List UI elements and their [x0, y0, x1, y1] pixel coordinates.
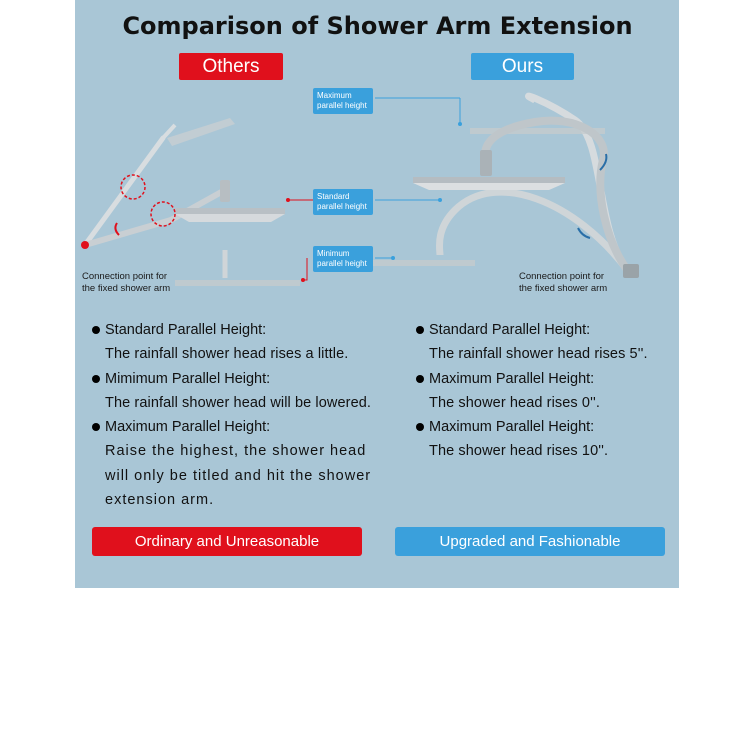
callout-line: Minimum	[317, 249, 350, 258]
note-line: the fixed shower arm	[519, 283, 608, 294]
item-heading: Mimimum Parallel Height:	[92, 367, 412, 391]
item-description: will only be titled and hit the shower	[105, 467, 372, 484]
item-description: extension arm.	[105, 492, 215, 509]
ours-feature-list	[416, 318, 678, 464]
item-heading: Standard Parallel Height:	[92, 318, 412, 342]
connection-point-note-right	[519, 271, 629, 295]
item-description: The rainfall shower head rises 5''.	[429, 346, 648, 363]
others-shower-arm-diagram	[81, 118, 313, 286]
item-description: Raise the highest, the shower head	[105, 443, 367, 460]
item-heading: Maximum Parallel Height:	[416, 415, 678, 439]
list-item	[416, 415, 678, 464]
list-item	[92, 367, 412, 416]
note-line: Connection point for	[82, 271, 168, 282]
item-heading: Maximum Parallel Height:	[92, 415, 412, 439]
list-item	[92, 318, 412, 367]
item-description: The rainfall shower head rises a little.	[105, 346, 349, 363]
item-heading: Standard Parallel Height:	[416, 318, 678, 342]
others-feature-list	[92, 318, 412, 512]
others-label: Others	[179, 53, 283, 80]
ours-label: Ours	[471, 53, 574, 80]
shower-arm-illustration	[75, 80, 679, 300]
page-title: Comparison of Shower Arm Extension	[122, 12, 633, 40]
connection-point-note-left	[82, 271, 192, 295]
note-line: Connection point for	[519, 271, 605, 282]
item-description: The rainfall shower head will be lowered.	[105, 394, 372, 411]
item-description: The shower head rises 0''.	[429, 394, 600, 411]
standard-parallel-height-callout	[313, 189, 373, 215]
item-description: The shower head rises 10''.	[429, 443, 609, 460]
ordinary-and-unreasonable-badge: Ordinary and Unreasonable	[92, 527, 362, 556]
callout-line: parallel height	[317, 202, 367, 211]
callout-line: Maximum	[317, 91, 352, 100]
list-item	[92, 415, 412, 512]
list-item	[416, 367, 678, 416]
callout-line: parallel height	[317, 101, 367, 110]
list-item	[416, 318, 678, 367]
callout-line: parallel height	[317, 259, 367, 268]
item-heading: Maximum Parallel Height:	[416, 367, 678, 391]
maximum-parallel-height-callout	[313, 88, 373, 114]
callout-line: Standard	[317, 192, 350, 201]
note-line: the fixed shower arm	[82, 283, 171, 294]
minimum-parallel-height-callout	[313, 246, 373, 272]
upgraded-and-fashionable-badge: Upgraded and Fashionable	[395, 527, 665, 556]
ours-shower-arm-diagram	[365, 96, 639, 278]
